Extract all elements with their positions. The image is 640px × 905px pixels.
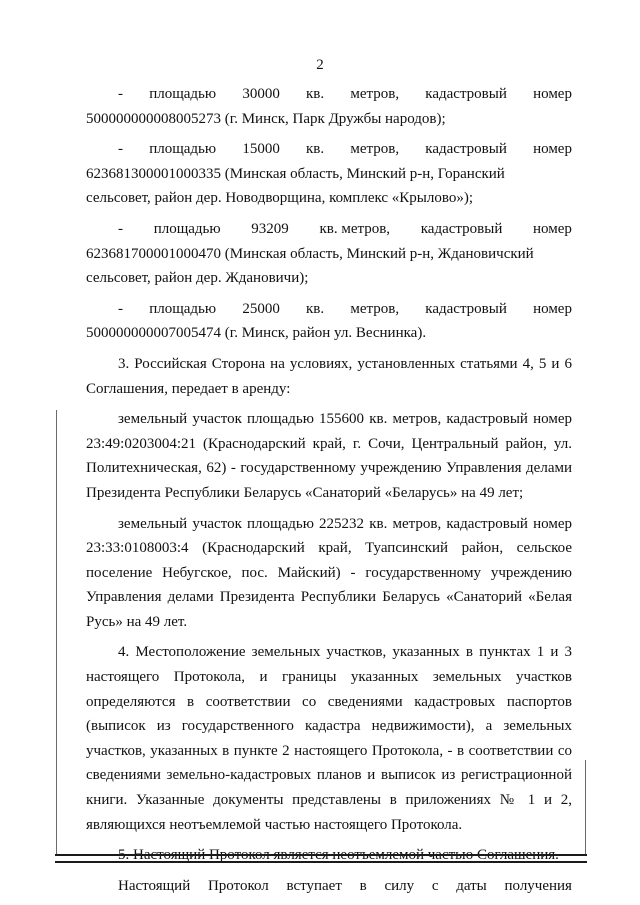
list-item-text: 500000000008005273 (г. Минск, Парк Дружбы народов); [86,110,446,127]
page-number: 2 [316,57,324,73]
paragraph-3: 3. Российская Сторона на условиях, установленных статьями 4, 5 и 6 Соглашения, передает в аренду: [86,355,572,397]
scan-edge-right [585,760,586,856]
list-item-first-line: - площадью 25000 кв. метров, кадастровый номер [118,300,572,317]
list-item-text: 623681300001000335 (Минская область, Минский р-н, Горанский сельсовет, район дер. Новодворщина, комплекс «Крылово»); [86,165,505,207]
list-item [86,297,572,346]
scan-bottom-border [55,854,587,863]
document-body [86,82,572,898]
scan-edge-left [56,410,57,856]
paragraph-3-item-1: земельный участок площадью 155600 кв. метров, кадастровый номер 23:49:0203004:21 (Краснодарский край, г. Сочи, Центральный район, ул. Политехническая, 62) - государственному учреждению Управления делами Президента Республики Беларусь «Санаторий «Беларусь» на 49 лет; [86,411,572,501]
list-item [86,137,572,211]
list-item [86,217,572,291]
paragraph-4: 4. Местоположение земельных участков, указанных в пунктах 1 и 3 настоящего Протокола, и границы указанных земельных участков определяются в соответствии со сведениями кадастровых паспортов (выписок из государственного кадастра недвижимости), а земельных участков, указанных в пункте 2 настоящего Протокола, - в соответствии со сведениями земельно-кадастровых планов и выписок из регистрационной книги. Указанные документы представлены в приложениях № 1 и 2, являющихся неотъемлемой частью настоящего Протокола. [86,644,572,833]
list-item-first-line: - площадью 30000 кв. метров, кадастровый номер [118,86,572,102]
list-item-text: 500000000007005474 (г. Минск, район ул. Веснинка). [86,325,427,342]
list-item-first-line: - площадью 93209 кв. метров, кадастровый номер [118,220,572,237]
paragraph-last-line: Настоящий Протокол вступает в силу с даты получения [118,877,572,894]
list-item-text: 623681700001000470 (Минская область, Минский р-н, Ждановичский сельсовет, район дер. Ждановичи); [86,245,534,287]
list-item [86,82,572,131]
paragraph-3-item-2: земельный участок площадью 225232 кв. метров, кадастровый номер 23:33:0108003:4 (Краснодарский край, Туапсинский район, сельское поселение Небугское, пос. Майский) - государственному учреждению Управления делами Президента Республики Беларусь «Санаторий «Белая Русь» на 49 лет. [86,515,572,630]
list-item-first-line: - площадью 15000 кв. метров, кадастровый номер [118,141,572,158]
paragraph-5: 5. Настоящий Протокол является неотъемлемой частью Соглашения. [118,847,559,864]
